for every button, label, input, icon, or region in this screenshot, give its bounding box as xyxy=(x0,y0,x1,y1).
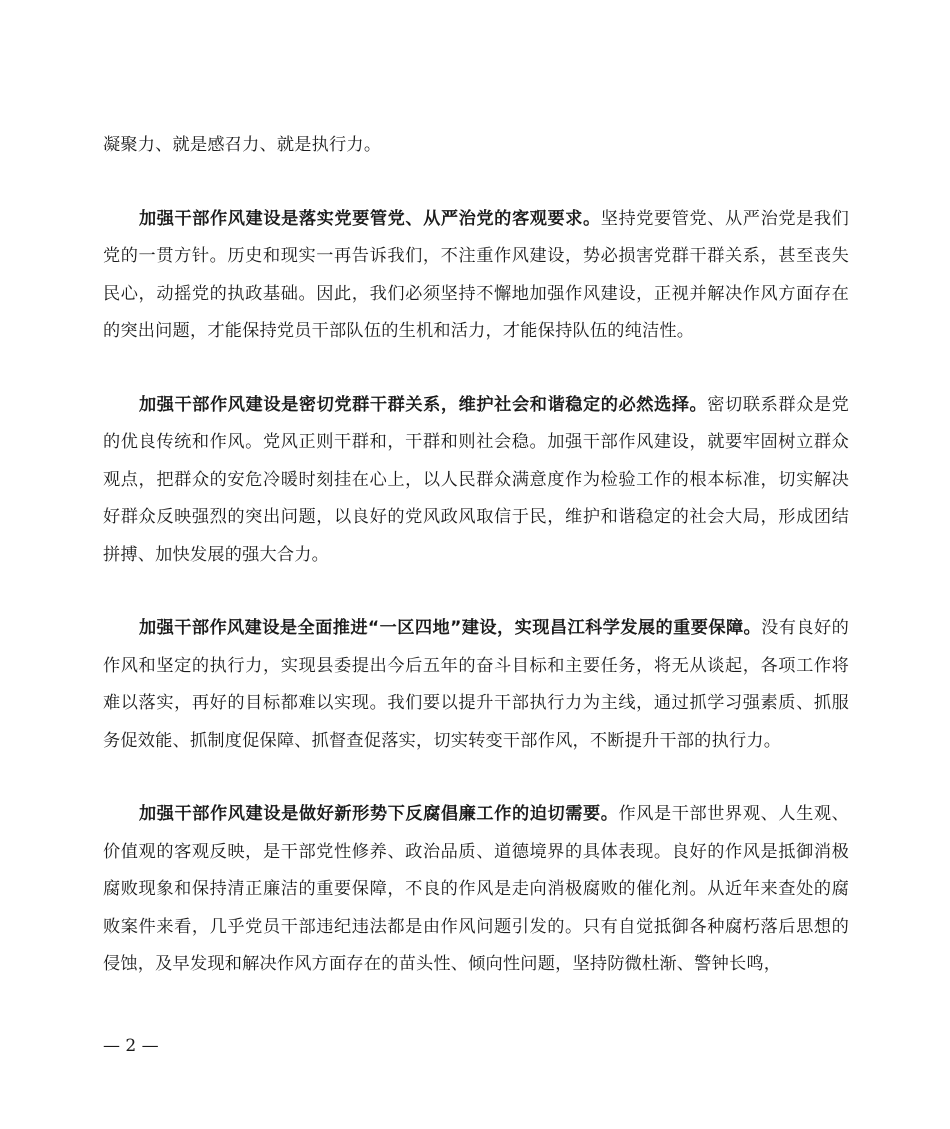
paragraph-2-lead: 加强干部作风建设是密切党群干群关系，维护社会和谐稳定的必然选择。 xyxy=(139,394,708,415)
paragraph-4-lead: 加强干部作风建设是做好新形势下反腐倡廉工作的迫切需要。 xyxy=(139,804,619,824)
document-body xyxy=(103,127,849,984)
paragraph-gap xyxy=(103,165,849,201)
paragraph-1-body: 坚持党要管党、从严治党是我们党的一贯方针。历史和现实一再告诉我们，不注重作风建设，势必损害党群干群关系，甚至丧失民心，动摇党的执政基础。因此，我们必须坚持不懈地加强作风建设，正视并解决作风方面存在的突出问题，才能保持党员干部队伍的生机和活力，才能保持队伍的纯洁性。 xyxy=(103,208,849,341)
paragraph-gap xyxy=(103,574,849,610)
paragraph-3-body: 没有良好的作风和坚定的执行力，实现县委提出今后五年的奋斗目标和主要任务，将无从谈起，各项工作将难以落实，再好的目标都难以实现。我们要以提升干部执行力为主线，通过抓学习强素质、抓服务促效能、抓制度促保障、抓督查促落实，切实转变干部作风，不断提升干部的执行力。 xyxy=(103,618,849,751)
continuation-text: 凝聚力、就是感召力、就是执行力。 xyxy=(103,135,382,155)
paragraph-2 xyxy=(103,387,849,575)
paragraph-gap xyxy=(103,351,849,387)
paragraph-2-body: 密切联系群众是党的优良传统和作风。党风正则干群和，干群和则社会稳。加强干部作风建设，就要牢固树立群众观点，把群众的安危冷暖时刻挂在心上，以人民群众满意度作为检验工作的根本标准，切实解决好群众反映强烈的突出问题，以良好的党风政风取信于民，维护和谐稳定的社会大局，形成团结拼搏、加快发展的强大合力。 xyxy=(103,394,849,565)
continuation-paragraph xyxy=(103,127,849,165)
paragraph-4 xyxy=(103,796,849,984)
paragraph-1-lead: 加强干部作风建设是落实党要管党、从严治党的客观要求。 xyxy=(139,208,601,229)
paragraph-4-body: 作风是干部世界观、人生观、价值观的客观反映，是干部党性修养、政治品质、道德境界的具体表现。良好的作风是抵御消极腐败现象和保持清正廉洁的重要保障，不良的作风是走向消极腐败的催化剂。从近年来查处的腐败案件来看，几乎党员干部违纪违法都是由作风问题引发的。只有自觉抵御各种腐朽落后思想的侵蚀，及早发现和解决作风方面存在的苗头性、倾向性问题，坚持防微杜渐、警钟长鸣， xyxy=(103,804,849,974)
paragraph-1 xyxy=(103,201,849,351)
paragraph-3-lead: 加强干部作风建设是全面推进“一区四地”建设，实现昌江科学发展的重要保障。 xyxy=(139,618,762,638)
paragraph-gap xyxy=(103,760,849,796)
paragraph-3 xyxy=(103,610,849,760)
page-number: — 2 — xyxy=(103,1036,159,1056)
